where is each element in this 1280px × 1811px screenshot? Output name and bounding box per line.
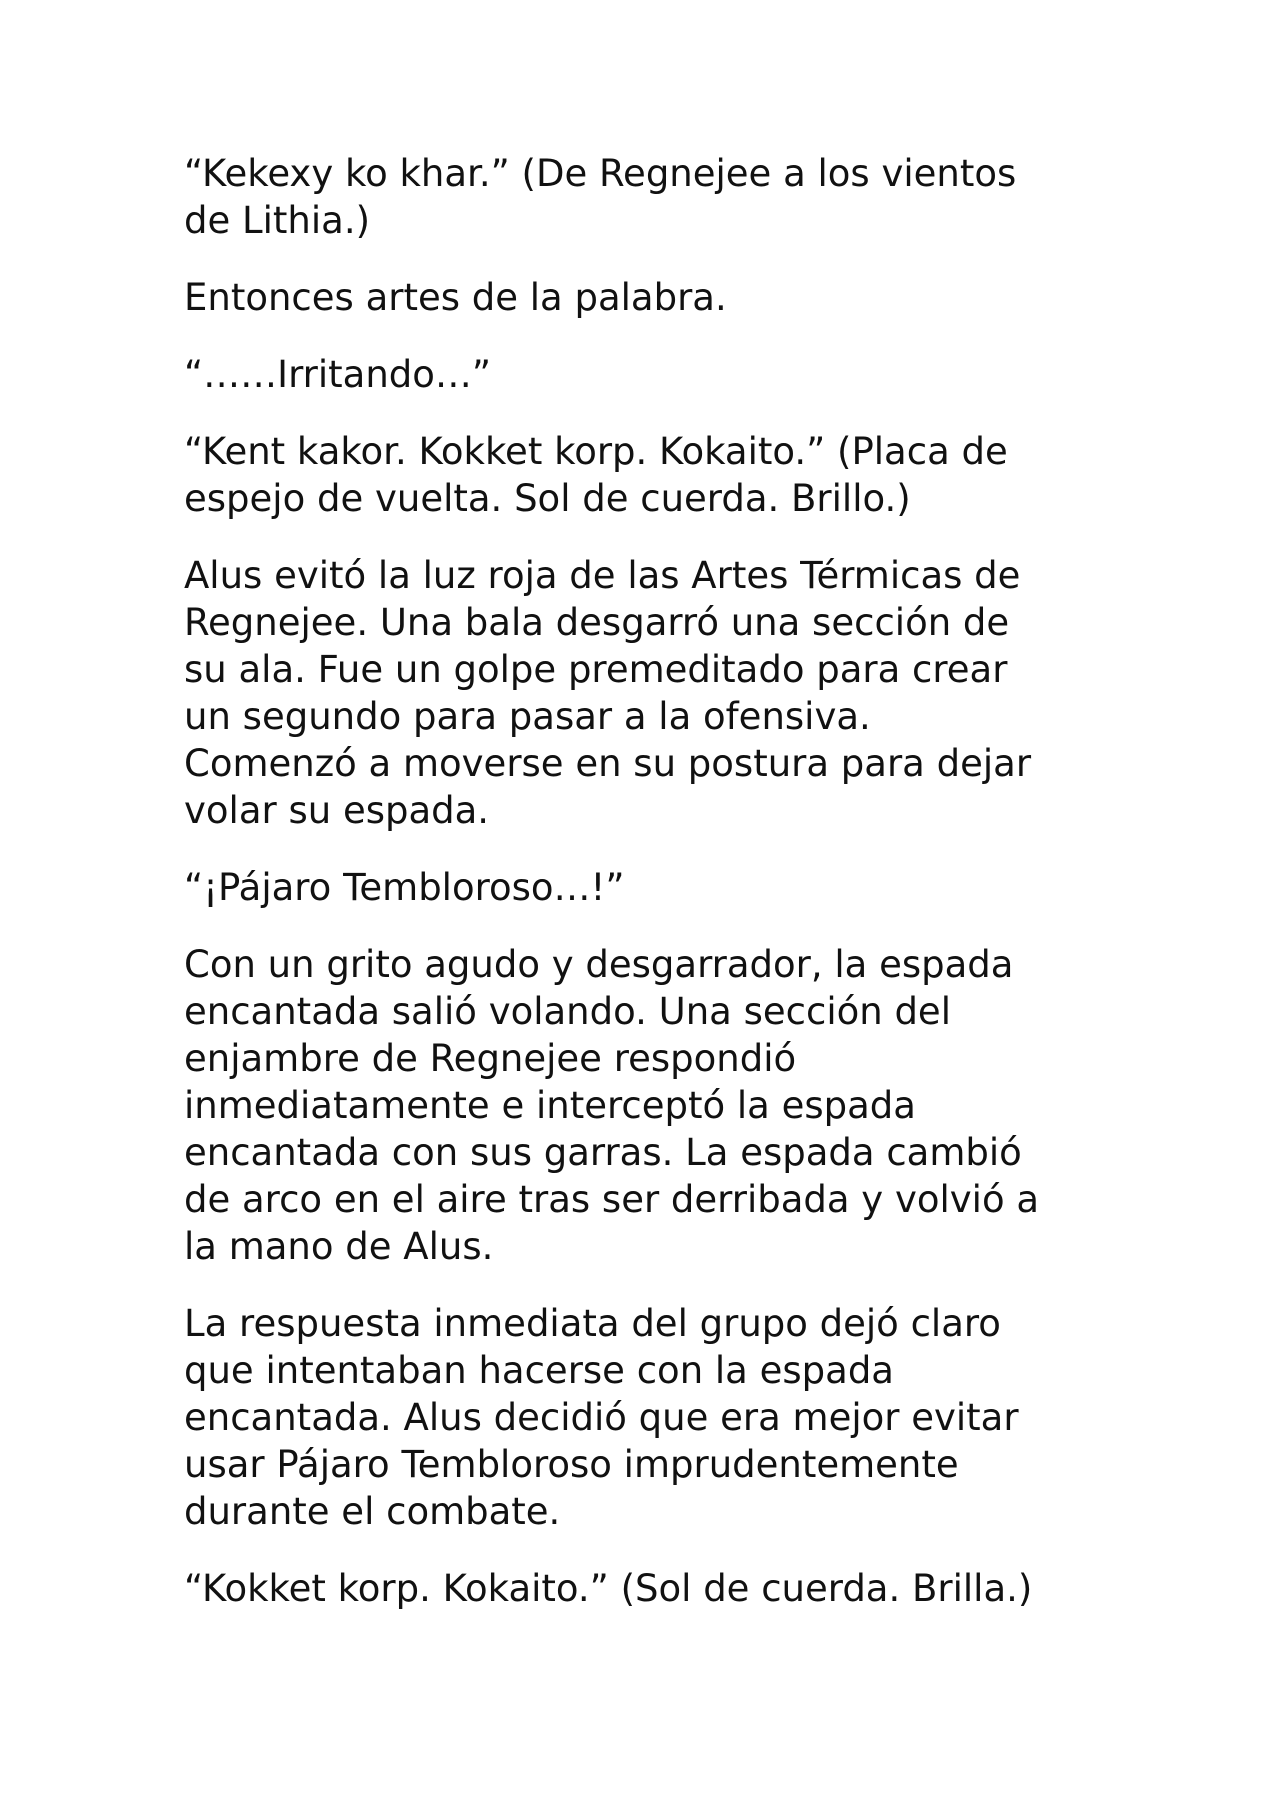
paragraph-1: “Kekexy ko khar.” (De Regnejee a los vientos de Lithia.) [184,152,1017,242]
text-body [184,150,1104,1642]
paragraph-6: “¡Pájaro Tembloroso…!” [184,866,625,909]
paragraph-8: La respuesta inmediata del grupo dejó claro que intentaban hacerse con la espada encantada. Alus decidió que era mejor evitar usar Pájaro Tembloroso imprudentemente durante el combate. [184,1302,1019,1533]
paragraph-7: Con un grito agudo y desgarrador, la espada encantada salió volando. Una sección del enjambre de Regnejee respondió inmediatamente e interceptó la espada encantada con sus garras. La espada cambió de arco en el aire tras ser derribada y volvió a la mano de Alus. [184,943,1040,1268]
paragraph-9: “Kokket korp. Kokaito.” (Sol de cuerda. Brilla.) [184,1567,1033,1610]
paragraph-3: “……Irritando…” [184,353,492,396]
paragraph-5: Alus evitó la luz roja de las Artes Térmicas de Regnejee. Una bala desgarró una sección de su ala. Fue un golpe premeditado para crear un segundo para pasar a la ofensiva. Comenzó a moverse en su postura para dejar volar su espada. [184,554,1032,832]
paragraph-4: “Kent kakor. Kokket korp. Kokaito.” (Placa de espejo de vuelta. Sol de cuerda. Brillo.) [184,430,1008,520]
paragraph-2: Entonces artes de la palabra. [184,276,727,319]
